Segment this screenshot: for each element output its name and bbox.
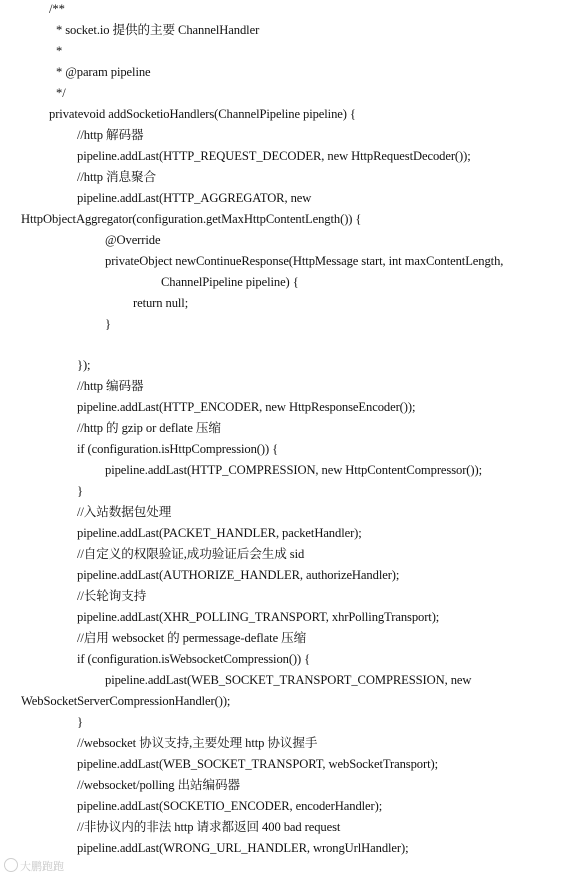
code-line: if (configuration.isHttpCompression()) { (77, 442, 279, 456)
code-line: //长轮询支持 (77, 589, 147, 603)
code-line: /** (49, 2, 65, 16)
code-line: * (56, 44, 63, 58)
watermark (4, 858, 64, 874)
watermark-logo-icon (4, 858, 18, 872)
code-line: //http 编码器 (77, 379, 144, 393)
code-line: privateObject newContinueResponse(HttpMessage start, int maxContentLength, (105, 254, 504, 268)
code-line: pipeline.addLast(SOCKETIO_ENCODER, encoderHandler); (77, 799, 383, 813)
code-line: pipeline.addLast(WRONG_URL_HANDLER, wrongUrlHandler); (77, 841, 409, 855)
code-line: if (configuration.isWebsocketCompression()) { (77, 652, 311, 666)
code-line: //http 消息聚合 (77, 170, 157, 184)
code-line: pipeline.addLast(AUTHORIZE_HANDLER, authorizeHandler); (77, 568, 400, 582)
code-line: pipeline.addLast(HTTP_COMPRESSION, new HttpContentCompressor()); (105, 463, 482, 477)
code-line: } (77, 715, 83, 729)
code-line: pipeline.addLast(HTTP_ENCODER, new HttpResponseEncoder()); (77, 400, 416, 414)
code-line: pipeline.addLast(WEB_SOCKET_TRANSPORT, webSocketTransport); (77, 757, 438, 771)
code-line: WebSocketServerCompressionHandler()); (21, 694, 231, 708)
code-line: pipeline.addLast(WEB_SOCKET_TRANSPORT_COMPRESSION, new (105, 673, 472, 687)
code-line: } (105, 317, 111, 331)
code-line: ChannelPipeline pipeline) { (161, 275, 299, 289)
code-line: HttpObjectAggregator(configuration.getMaxHttpContentLength()) { (21, 212, 362, 226)
code-line: return null; (133, 296, 189, 310)
code-line: pipeline.addLast(HTTP_REQUEST_DECODER, new HttpRequestDecoder()); (77, 149, 471, 163)
code-line: //入站数据包处理 (77, 505, 172, 519)
code-line: //自定义的权限验证,成功验证后会生成 sid (77, 547, 305, 561)
code-line: //websocket/polling 出站编码器 (77, 778, 240, 792)
code-line: privatevoid addSocketioHandlers(ChannelPipeline pipeline) { (49, 107, 356, 121)
code-line: pipeline.addLast(PACKET_HANDLER, packetHandler); (77, 526, 362, 540)
code-line: }); (77, 358, 91, 372)
code-line: * @param pipeline (56, 65, 151, 79)
code-line: //websocket 协议支持,主要处理 http 协议握手 (77, 736, 318, 750)
code-line: //http 的 gzip or deflate 压缩 (77, 421, 221, 435)
watermark-text: 大鹏跑跑 (20, 860, 64, 873)
code-line: //http 解码器 (77, 128, 144, 142)
code-line: pipeline.addLast(HTTP_AGGREGATOR, new (77, 191, 312, 205)
code-line: * socket.io 提供的主要 ChannelHandler (56, 23, 260, 37)
code-line: */ (56, 86, 66, 100)
code-line: //启用 websocket 的 permessage-deflate 压缩 (77, 631, 307, 645)
code-line: @Override (105, 233, 161, 247)
code-line: //非协议内的非法 http 请求都返回 400 bad request (77, 820, 341, 834)
code-line: pipeline.addLast(XHR_POLLING_TRANSPORT, xhrPollingTransport); (77, 610, 440, 624)
code-line: } (77, 484, 83, 498)
